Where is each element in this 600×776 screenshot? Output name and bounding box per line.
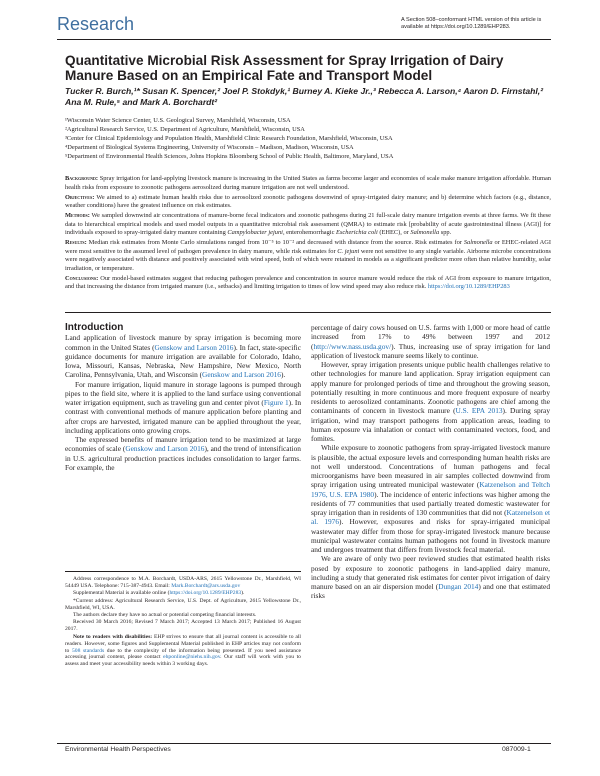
footnote-text: Supplemental Material is available online ( [73, 590, 170, 597]
abstract-rule [65, 312, 551, 313]
abstract-italic: C. jejuni [337, 247, 360, 255]
body-text: percentage of dairy cows housed on U.S. farms with 1,000 or more head of cattle increased from 17% to 49% between 1997 and 2012 ( [311, 323, 550, 351]
figure-link[interactable]: Figure 1 [263, 398, 289, 407]
affiliation-item: ¹Wisconsin Water Science Center, U.S. Geological Survey, Marshfield, Wisconsin, USA [65, 117, 291, 124]
citation-link[interactable]: Katzenelson et al. 1976 [311, 508, 550, 527]
abstract-text: Median risk estimates from Monte Carlo simulations ranged from 10⁻⁵ to 10⁻² and decreased with distance from the source. Risk estimates for [88, 239, 464, 246]
footnote-label: Note to readers with disabilities: [73, 633, 153, 640]
article-title: Quantitative Microbial Risk Assessment for Spray Irrigation of Dairy Manure Based on an Empirical Fate and Transport Model [65, 53, 504, 83]
citation-link[interactable]: Genskow and Larson 2016 [125, 444, 205, 454]
abstract-text: or EHEC-related AGI were most sensitive to the assumed level of pathogen prevalence in dairy manure, while risk estimates for [65, 239, 551, 255]
abstract-label: Background: [65, 175, 99, 182]
abstract-label: Objectives: [65, 193, 95, 201]
page-number: 087009-1 [502, 746, 531, 753]
abstract-italic: Campylobacter jejuni [227, 229, 283, 236]
intro-paragraph [65, 380, 301, 436]
body-paragraph [311, 554, 550, 600]
doi-link[interactable]: https://doi.org/10.1289/EHP283 [427, 283, 510, 290]
html-version-note[interactable]: A Section 508–conformant HTML version of this article is available at https://doi.org/10.1289/EHP283. [401, 17, 542, 31]
abstract-italic: Salmonella [463, 239, 493, 246]
contact-email-link[interactable]: ehponline@niehs.nih.gov [163, 654, 221, 661]
body-text: ). Thus, increasing use of spray irrigation for land application of livestock manure seems likely to continue. [311, 341, 550, 360]
abstract-background [65, 175, 551, 192]
nass-link[interactable]: http://www.nass.usda.gov/ [313, 341, 392, 351]
intro-paragraph [65, 435, 301, 472]
abstract-text: We sampled downwind air concentrations of manure-borne fecal indicators and zoonotic pathogens during 21 full-scale dairy manure irrigation events at three farms. We fit these data to hierarchical empirical models and used model outputs in a quantitative microbial risk assessment (QMRA) to estimate risk [probability of acute gastrointestinal illness (AGI)] for individuals exposed to spray-irrigated dairy manure containing [65, 212, 551, 236]
body-text: ). During spray irrigation, wind may transport pathogens from application areas, leading to human exposure via inhalation or contact with contaminated vectors, food, and fomites. [311, 406, 550, 443]
email-link[interactable]: Mark.Borchardt@ars.usda.gov [171, 582, 241, 589]
affiliation-item: ²Agricultural Research Service, U.S. Department of Agriculture, Marshfield, Wisconsin, USA [65, 126, 305, 133]
right-column [311, 323, 550, 601]
abstract-italic: Salmonella [410, 229, 440, 236]
body-text: Land application of livestock manure by spray irrigation is becoming more common in the United States ( [65, 333, 301, 352]
body-text: The expressed benefits of manure irrigation tend to be maximized at large economies of scale ( [65, 435, 301, 454]
footnote-current-address: *Current address: Agricultural Research Service, U.S. Dept. of Agriculture, 2615 Yellowstone Dr., Marshfield, WI, USA. [65, 597, 301, 611]
footnote-text: EHP strives to ensure that all journal content is accessible to all readers. However, some figures and Supplemental Material published in EHP articles may not conform to [65, 633, 301, 654]
body-text: ). However, exposures and risks for spray-irrigated municipal wastewater may differ from those for spray-irrigated livestock manure because municipal wastewater contains human pathogens not found in livestock manure and undergoes treatment that differs from livestock fecal material. [311, 517, 551, 554]
affiliations [65, 116, 545, 161]
abstract-label: Conclusions: [65, 274, 99, 282]
footer-rule [57, 743, 551, 744]
footnote-text: . Our staff will work with you to assess and meet your accessibility needs within 3 working days. [65, 654, 301, 668]
body-paragraph [311, 443, 550, 554]
body-paragraph [311, 323, 550, 360]
body-text: ) and one that estimated risks [311, 582, 550, 601]
citation-link[interactable]: Genskow and Larson 2016 [154, 342, 234, 352]
body-text: However, spray irrigation presents unique public health challenges relative to other technologies for manure land application. Spray irrigation equipment can apply manure for prolonged periods of time and throughout the growing season, potentially resulting in more continuous and more frequent exposure of nearby residents to aerosolized contaminants. Zoonotic pathogens are chief among the contaminants of concern in livestock manure ( [311, 360, 550, 416]
footnotes [65, 576, 301, 669]
citation-link[interactable]: Dungan 2014 [438, 582, 479, 591]
body-paragraph [311, 360, 550, 443]
abstract-label: Methods: [65, 212, 90, 219]
abstract-results [65, 239, 551, 273]
abstract-text: We aimed to a) estimate human health risks due to aerosolized zoonotic pathogens downwind of spray-irrigated dairy manure; and b) determine which factors (e.g., distance, weather conditions) have the greatest influence on risk estimates. [65, 193, 551, 209]
abstract-text: Our model-based estimates suggest that reducing pathogen prevalence and concentration in source manure would reduce the risk of AGI from exposure to manure irrigation, and that increasing the distance from irrigated manure (i.e., setbacks) and limiting irrigation to times of low wind speed may also reduce risk. [65, 274, 552, 290]
citation-link[interactable]: U.S. EPA 2013 [455, 406, 503, 416]
footnote-supplemental [65, 590, 301, 597]
footnote-text: due to the complexity of the information being presented. If you need assistance accessing journal content, please contact [65, 647, 301, 661]
author-list: Tucker R. Burch,¹* Susan K. Spencer,² Joel P. Stokdyk,¹ Burney A. Kieke Jr.,³ Rebecca A. Larson,⁴ Aaron D. Firnstahl,² Ana M. Rule,⁵ and Mark A. Borchardt² [65, 86, 544, 107]
body-text: We are aware of only two peer reviewed studies that estimated health risks posed by exposure to zoonotic pathogens in land-applied dairy manure, including a study that generated risk estimates for center pivot irrigation of dairy manure based on an air dispersion model ( [311, 554, 550, 591]
footnote-dates: Received 30 March 2016; Revised 7 March 2017; Accepted 13 March 2017; Published 16 August 2017. [65, 619, 301, 633]
journal-name: Environmental Health Perspectives [65, 746, 171, 753]
abstract-text: were not sensitive to any single variable. Airborne microbe concentrations were negatively associated with distance and positively associated with wind speed, both of which were retained in models as a significant predictor more often than relative humidity, solar irradiation, or temperature. [65, 247, 552, 272]
abstract [65, 175, 551, 293]
abstract-italic: Escherichia coli [336, 229, 378, 236]
footnote-text: ). [241, 590, 245, 597]
abstract-conclusions [65, 275, 551, 292]
footnote-competing: The authors declare they have no actual or potential competing financial interests. [73, 612, 257, 619]
footnote-rule [65, 571, 301, 572]
supplemental-link[interactable]: https://doi.org/10.1289/EHP283 [169, 590, 242, 597]
body-text: ). In fact, state-specific guidance documents for manure irrigation are available for Colorado, Idaho, Iowa, Missouri, Kansas, Nebraska, New Hampshire, New Mexico, North Carolina, Pennsylvania, Utah, and Wisconsin ( [65, 342, 301, 380]
affiliation-item: ⁴Department of Biological Systems Engineering, University of Wisconsin – Madison, Madison, Wisconsin, USA [65, 144, 354, 151]
footnote-address [65, 576, 301, 590]
citation-link[interactable]: Katzenelson and Teltch 1976, U.S. EPA 1980 [311, 480, 551, 499]
abstract-text: spp. [439, 229, 452, 236]
left-column [65, 323, 301, 472]
body-text: ). [280, 370, 286, 380]
footnote-accessibility [65, 634, 301, 669]
section-label: Research [57, 14, 135, 34]
footnote-text: Address correspondence to M.A. Borchardt, USDA-ARS, 2615 Yellowstone Dr., Marshfield, WI 54449 USA. Telephone: 715-387-4943. Email: [65, 576, 301, 589]
body-text: ). The incidence of enteric infections was higher among the residents of 77 communities that used partially treated domestic wastewater for spray irrigation than in residents of 130 communities that did not ( [311, 489, 550, 517]
body-text: ), and the trend of intensification in U.S. agricultural production practices includes consolidation to larger farms. For example, the [65, 444, 301, 472]
affiliation-item: ⁵Department of Environmental Health Sciences, Johns Hopkins Bloomberg School of Public Health, Baltimore, Maryland, USA [65, 153, 394, 160]
standards-link[interactable]: 508 standards [71, 647, 105, 654]
affiliation-item: ³Center for Clinical Epidemiology and Population Health, Marshfield Clinic Research Foundation, Marshfield, Wisconsin, USA [65, 135, 393, 142]
body-text: For manure irrigation, liquid manure in storage lagoons is pumped through pipes to the field site, where it is applied to the land surface using conventional water irrigation equipment, such as traveling gun and center pivot ( [65, 379, 301, 407]
body-text: While exposure to zoonotic pathogens from spray-irrigated livestock manure is plausible, the actual exposure levels and corresponding human health risks are not well understood. Concentrations of human pathogens and fecal microorganisms have been measured in air samples collected downwind from spray irrigation using untreated municipal wastewater ( [311, 443, 550, 490]
abstract-text: (EHEC), or [377, 229, 411, 236]
intro-heading: Introduction [65, 322, 124, 333]
abstract-text: Spray irrigation for land-applying livestock manure is increasing in the United States as farms become larger and economies of scale make manure irrigation affordable. Human health risks from exposure to zoonotic pathogens aerosolized during manure irrigation are not well understood. [65, 175, 551, 191]
abstract-objectives [65, 194, 551, 211]
header-rule [57, 39, 551, 40]
body-text: ). In contrast with conventional methods of manure application before planting and after crops are harvested, irrigated manure can be applied throughout the year, including applications onto growing crops. [65, 398, 301, 435]
abstract-text: , enterohemorrhagic [282, 229, 337, 236]
abstract-methods [65, 212, 551, 238]
citation-link[interactable]: Genskow and Larson 2016 [202, 370, 281, 380]
abstract-label: Results: [65, 239, 87, 246]
intro-paragraph [65, 333, 301, 379]
